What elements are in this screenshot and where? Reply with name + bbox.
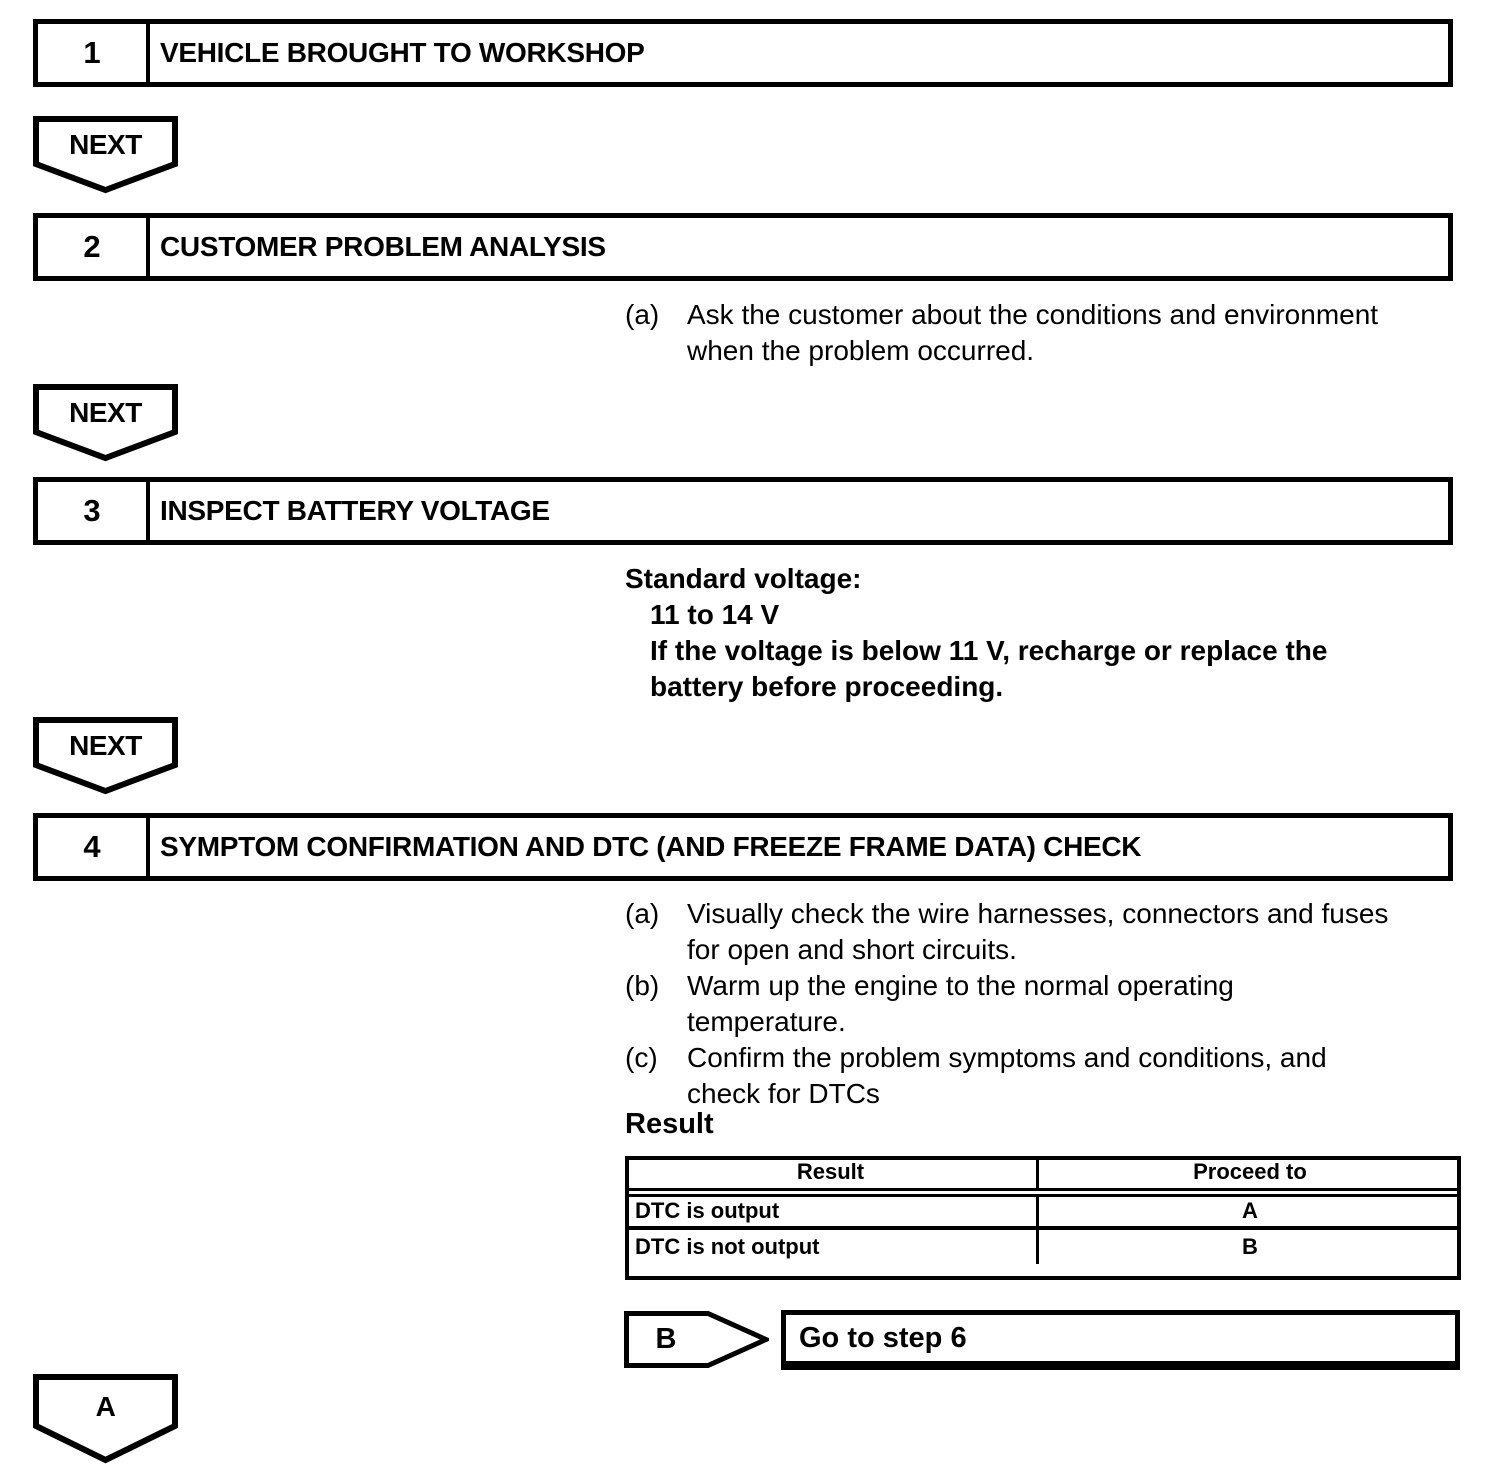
result-cell: DTC is not output [625, 1228, 1037, 1264]
spec-label: Standard voltage: [625, 563, 862, 594]
text-line: Warm up the engine to the normal operating [687, 970, 1234, 1001]
result-table [625, 1156, 1461, 1264]
step-2-item-a [625, 297, 1460, 369]
text-line: for open and short circuits. [687, 934, 1017, 965]
step-4-header [33, 813, 1453, 881]
result-heading: Result [625, 1108, 714, 1140]
table-row [625, 1228, 1461, 1264]
step-2-number: 2 [38, 218, 150, 276]
step-1-header [33, 19, 1453, 87]
item-text [687, 968, 1234, 1040]
next-connector-3 [33, 717, 178, 795]
item-text [687, 896, 1388, 968]
proceed-to-column-header: Proceed to [1037, 1156, 1461, 1192]
result-column-header: Result [625, 1156, 1037, 1192]
next-connector-1-label: NEXT [69, 129, 142, 160]
step-4-item-a [625, 896, 1460, 968]
step-4-body [625, 896, 1460, 1112]
text-line: Ask the customer about the conditions and environment [687, 299, 1379, 330]
text-line: temperature. [687, 1006, 846, 1037]
item-marker: (b) [625, 970, 660, 1001]
spec-value: 11 to 14 V [650, 599, 780, 630]
text-line: Confirm the problem symptoms and conditions, and [687, 1042, 1327, 1073]
spec-note-line: If the voltage is below 11 V, recharge or replace the [650, 635, 1328, 666]
item-marker: (c) [625, 1042, 658, 1073]
text-line: check for DTCs [687, 1078, 880, 1109]
next-connector-1 [33, 116, 178, 194]
proceed-cell: A [1037, 1192, 1461, 1228]
item-text [687, 297, 1378, 369]
item-text [687, 1040, 1327, 1112]
proceed-cell: B [1037, 1228, 1461, 1264]
step-4-title: SYMPTOM CONFIRMATION AND DTC (AND FREEZE FRAME DATA) CHECK [160, 831, 1142, 862]
next-connector-2-label: NEXT [69, 397, 142, 428]
next-connector-3-label: NEXT [69, 730, 142, 761]
step-4-number: 4 [38, 818, 150, 876]
text-line: when the problem occurred. [687, 335, 1035, 366]
item-marker: (a) [625, 898, 660, 929]
branch-b-connector [624, 1311, 769, 1373]
step-1-number: 1 [38, 24, 150, 82]
next-connector-2 [33, 384, 178, 462]
step-2-body [625, 297, 1460, 369]
table-row [625, 1192, 1461, 1228]
step-3-title: INSPECT BATTERY VOLTAGE [160, 495, 550, 526]
step-3-body [625, 561, 1460, 705]
step-2-title: CUSTOMER PROBLEM ANALYSIS [160, 231, 606, 262]
terminal-a-connector [33, 1374, 178, 1464]
goto-step-6-box: Go to step 6 [781, 1310, 1460, 1370]
step-3-header [33, 477, 1453, 545]
step-4-item-c [625, 1040, 1460, 1112]
step-3-number: 3 [38, 482, 150, 540]
table-header-row [625, 1156, 1461, 1192]
text-line: Visually check the wire harnesses, connectors and fuses [687, 898, 1389, 929]
spec-note-line: battery before proceeding. [650, 671, 1004, 702]
step-4-item-b [625, 968, 1460, 1040]
terminal-a-label: A [95, 1391, 116, 1422]
step-1-title: VEHICLE BROUGHT TO WORKSHOP [160, 37, 645, 68]
step-2-header [33, 213, 1453, 281]
branch-b-label: B [655, 1323, 677, 1355]
item-marker: (a) [625, 299, 660, 330]
result-cell: DTC is output [625, 1192, 1037, 1228]
